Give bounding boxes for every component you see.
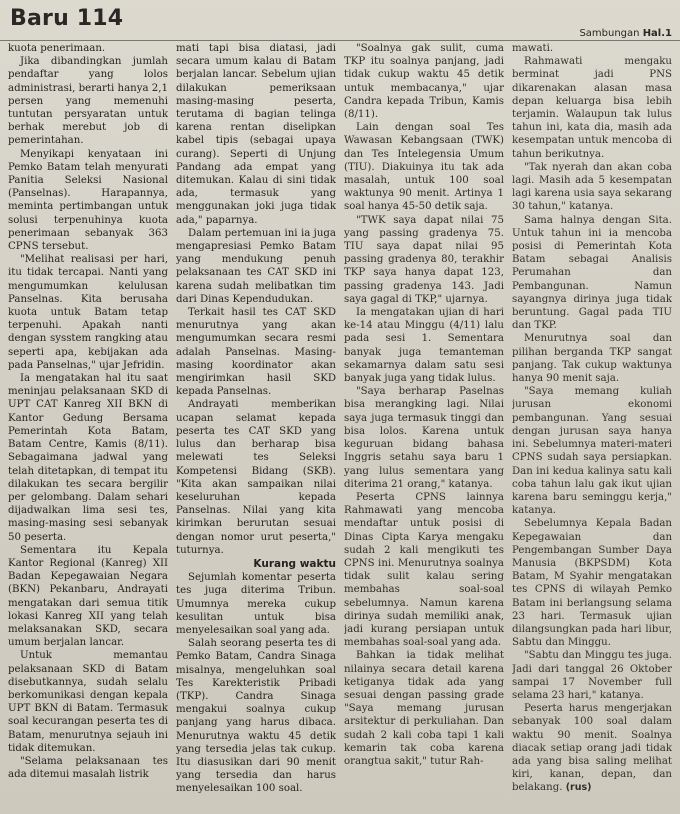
last-paragraph bbox=[512, 702, 672, 794]
paragraph: Dalam pertemuan ini ia juga mengapresiasi Pemko Batam yang mendukung penuh pelaksanaan tes CAT SKD ini karena sudah melibatkan tim dari Dinas Kependudukan. bbox=[176, 227, 336, 305]
continuation-label: Sambungan bbox=[579, 28, 640, 39]
article-body bbox=[8, 42, 672, 810]
paragraph: mati tapi bisa diatasi, jadi secara umum kalau di Batam berjalan lancar. Sebelum ujian dilakukan pemeriksaan masing-masing peserta, terutama di bagian telinga karena rentan diselipkan kabel tipis (sebagai upaya curang). Seperti di Unjung Pandang ada empat yang ditemukan. Kalau di sini tidak ada, termasuk yang menggunakan joki juga tidak ada," paparnya. bbox=[176, 43, 336, 226]
article-column-3 bbox=[344, 42, 504, 810]
header-divider bbox=[0, 40, 680, 41]
paragraph: Lain dengan soal Tes Wawasan Kebangsaan (TWK) dan Tes Intelegensia Umum (TIU). Diakuinya itu tak ada masalah, untuk 100 soal waktunya 90 menit. Artinya 1 soal hanya 45-50 detik saja. bbox=[344, 122, 504, 213]
article-column-1 bbox=[8, 42, 168, 810]
paragraph-text: Peserta harus mengerjakan sebanyak 100 soal dalam waktu 90 menit. Soalnya diacak setiap orang jadi tidak ada yang bisa saling melihat kiri, kanan, depan, dan belakang. bbox=[512, 703, 672, 794]
section-subheading: Kurang waktu bbox=[253, 557, 336, 570]
paragraph: "Tak nyerah dan akan coba lagi. Masih ada 5 kesempatan lagi karena usia saya sekarang 30 tahun," katanya. bbox=[512, 161, 672, 213]
paragraph: Sama halnya dengan Sita. Untuk tahun ini ia mencoba posisi di Pemerintah Kota Batam sebagai Analisis Perumahan dan Pembangunan. Namun sayangnya dirinya juga tidak beruntung. Gagal pada TIU dan TKP. bbox=[512, 214, 672, 332]
paragraph: Sementara itu Kepala Kantor Regional (Kanreg) XII Badan Kepegawaian Negara (BKN) Pekanbaru, Andrayati mengatakan dari semua titik lokasi Kanreg XII yang telah melaksanakan SKD, secara umum berjalan lancar. bbox=[8, 544, 168, 649]
paragraph: Peserta CPNS lainnya Rahmawati yang mencoba mendaftar untuk posisi di Dinas Cipta Karya mengaku sudah 2 kali mengikuti tes CPNS ini. Menurutnya soalnya tidak sulit kalau sering membahas soal-soal sebelumnya. Namun karena dirinya sudah memiliki anak, jadi kurang persiapan untuk membahas soal-soal yang ada. bbox=[344, 491, 504, 649]
article-column-4 bbox=[512, 42, 672, 810]
paragraph: "Saya berharap Paselnas bisa merangking lagi. Nilai saya juga termasuk tinggi dan bisa lolos. Karena untuk keguruan bidang bahasa Inggris setahu saya baru 1 yang lulus sementara yang diterima 21 orang," katanya. bbox=[344, 386, 504, 490]
paragraph: Andrayati memberikan ucapan selamat kepada peserta tes CAT SKD yang lulus dan berharap bisa melewati tes Seleksi Kompetensi Bidang (SKB). "Kita akan sampaikan nilai keseluruhan kepada Panselnas. Nilai yang kita kirimkan berurutan sesuai dengan nomor urut peserta," tuturnya. bbox=[176, 399, 336, 556]
paragraph: "Soalnya gak sulit, cuma TKP itu soalnya panjang, jadi tidak cukup waktu 45 detik untuk membacanya," ujar Candra kepada Tribun, Kamis (8/11). bbox=[344, 43, 504, 121]
paragraph: Untuk memantau pelaksanaan SKD di Batam disebutkannya, sudah selalu berkomunikasi dengan kepala UPT BKN di Batam. Termasuk soal kecurangan peserta tes di Batam, menurutnya sejauh ini tidak ditemukan. bbox=[8, 650, 168, 754]
paragraph: Sejumlah komentar peserta tes juga diterima Tribun. Umumnya mereka cukup kesulitan untuk bisa menyelesaikan soal yang ada. bbox=[176, 572, 336, 636]
paragraph: mawati. bbox=[512, 43, 554, 54]
continuation-ref: Hal.1 bbox=[642, 28, 672, 39]
paragraph: Menyikapi kenyataan ini Pemko Batam telah menyurati Panitia Seleksi Nasional (Panselnas). Harapannya, meminta pertimbangan untuk solusi terpenuhinya kuota penerimaan sebanyak 363 CPNS tersebut. bbox=[8, 148, 168, 253]
article-column-2 bbox=[176, 42, 336, 810]
paragraph: Salah seorang peserta tes di Pemko Batam, Candra Sinaga misalnya, mengeluhkan soal Tes Karekteristik Pribadi (TKP). Candra Sinaga mengakui soalnya cukup panjang yang harus dibaca. Menurutnya waktu 45 detik yang tersedia jelas tak cukup. Itu diasusikan dari 90 menit yang tersedia dan harus menyelesaikan 100 soal. bbox=[176, 638, 336, 795]
paragraph: Terkait hasil tes CAT SKD menurutnya yang akan mengumumkan secara resmi adalah Panselnas. Masing-masing koordinator akan mengirimkan hasil SKD kepada Panselnas. bbox=[176, 307, 336, 398]
page-header bbox=[6, 0, 674, 40]
paragraph: Rahmawati mengaku berminat jadi PNS dikarenakan alasan masa depan keluarga bisa lebih terjamin. Walaupun tak lulus tahun ini, kata dia, masih ada kesempatan untuk mencoba di tahun berikutnya. bbox=[512, 56, 672, 160]
paragraph: Ia mengatakan hal itu saat meninjau pelaksanaan SKD di UPT CAT Kanreg XII BKN di Kantor Gedung Bersama Pemerintah Kota Batam, Batam Centre, Kamis (8/11). Sebagaimana jadwal yang telah ditetapkan, di tempat itu dilakukan tes secara bergilir per gelombang. Dalam sehari dijadwalkan lima sesi tes, masing-masing sesi sebanyak 50 peserta. bbox=[8, 373, 168, 543]
paragraph: Menurutnya soal dan pilihan berganda TKP sangat panjang. Tak cukup waktunya hanya 90 menit saja. bbox=[512, 333, 672, 385]
paragraph: Bahkan ia tidak melihat nilainya secara detail karena ketiganya tidak ada yang sesuai dengan passing grade "Saya memang jurusan arsitektur di perkuliahan. Dan sudah 2 kali coba tapi 1 kali kemarin tak coba karena orangtua sakit," tutur Rah- bbox=[344, 650, 504, 767]
page-title: Baru 114 bbox=[10, 6, 124, 31]
paragraph: kuota penerimaan. bbox=[8, 43, 106, 54]
paragraph: "Sabtu dan Minggu tes juga. Jadi dari tanggal 26 Oktober sampai 17 November full selama 23 hari," katanya. bbox=[512, 650, 672, 701]
paragraph: "Melihat realisasi per hari, itu tidak tercapai. Nanti yang mengumumkan kelulusan Panselnas. Kita berusaha kuota untuk Batam tetap terpenuhi. Apakah nanti dengan sysstem rangking atau seperti apa, kebijakan ada pada Panselnas," ujar Jefridin. bbox=[8, 254, 168, 371]
paragraph: Ia mengatakan ujian di hari ke-14 atau Minggu (4/11) lalu pada sesi 1. Sementara banyak juga temanteman sekamarnya dalam satu sesi banyak juga yang tidak lulus. bbox=[344, 307, 504, 385]
paragraph: "TWK saya dapat nilai 75 yang passing gradenya 75. TIU saya dapat nilai 95 passing gradenya 80, terakhir TKP saya hanya dapat 123, passing gradenya 143. Jadi saya gagal di TKP," ujarnya. bbox=[344, 214, 504, 305]
paragraph: "Selama pelaksanaan tes ada ditemui masalah listrik bbox=[8, 755, 168, 781]
author-byline: (rus) bbox=[565, 782, 592, 794]
paragraph: Jika dibandingkan jumlah pendaftar yang lolos administrasi, berarti hanya 2,1 persen yang memenuhi tuntutan persyaratan untuk berhak merebut job di pemerintahan. bbox=[8, 56, 168, 147]
paragraph: Sebelumnya Kepala Badan Kepegawaian dan Pengembangan Sumber Daya Manusia (BKPSDM) Kota Batam, M Syahir mengatakan tes CPNS di wilayah Pemko Batam ini berlangsung selama 23 hari. Termasuk ujian dilangsungkan pada hari libur, Sabtu dan Minggu. bbox=[512, 518, 672, 649]
continuation-note bbox=[579, 28, 672, 39]
paragraph: "Saya memang kuliah jurusan ekonomi pembangunan. Yang sesuai dengan jurusan saya hanya ini. Sebelumnya materi-materi CPNS sudah saya persiapkan. Dan ini kedua kalinya satu kali coba tahun lalu gak ikut ujian karena baru seminggu kerja," katanya. bbox=[512, 386, 672, 517]
